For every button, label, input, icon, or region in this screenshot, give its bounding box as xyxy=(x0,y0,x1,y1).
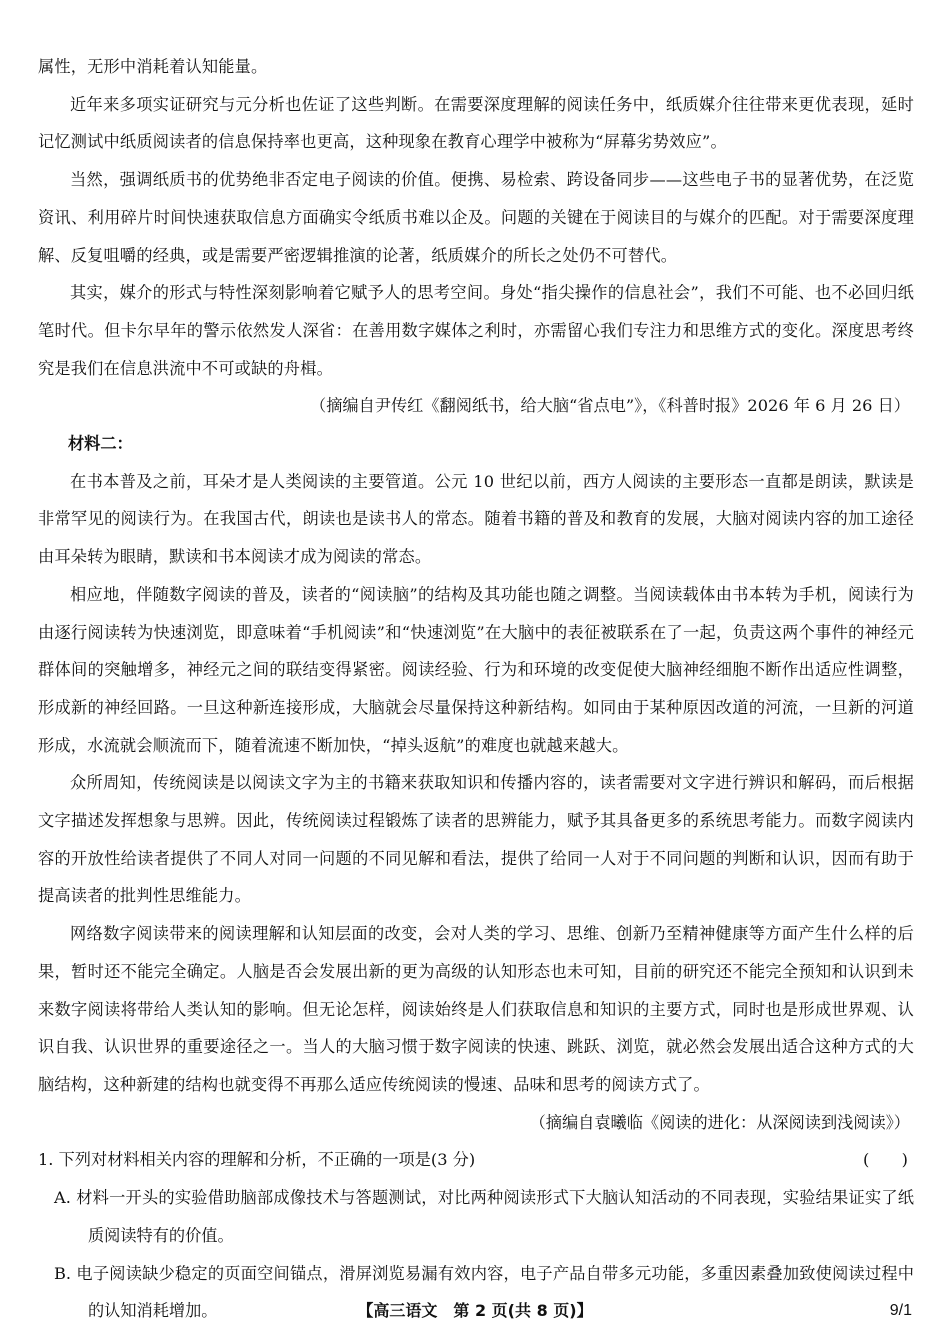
answer-blank: ( ) xyxy=(862,1150,908,1170)
material2-source: （摘编自袁曦临《阅读的进化：从深阅读到浅阅读》） xyxy=(529,1112,910,1132)
page-footer xyxy=(0,1296,950,1326)
material2-paragraph: 在书本普及之前，耳朵才是人类阅读的主要管道。公元 10 世纪以前，西方人阅读的主要形态一直都是朗读，默读是非常罕见的阅读行为。在我国古代，朗读也是读书人的常态。随着书籍的普及和教育的发展，大脑对阅读内容的加工途径由耳朵转为眼睛，默读和书本阅读才成为阅读的常态。 xyxy=(38,471,914,567)
question-1 xyxy=(38,1141,914,1179)
option-a: A. 材料一开头的实验借助脑部成像技术与答题测试，对比两种阅读形式下大脑认知活动的不同表现，实验结果证实了纸质阅读特有的价值。 xyxy=(54,1188,914,1245)
question-1-stem: 1. 下列对材料相关内容的理解和分析，不正确的一项是(3 分) xyxy=(38,1150,476,1170)
material1-source: （摘编自尹传红《翻阅纸书，给大脑“省点电”》，《科普时报》2026 年 6 月 26 日） xyxy=(310,396,910,416)
material2-heading: 材料二： xyxy=(68,434,133,454)
material2-paragraph: 网络数字阅读带来的阅读理解和认知层面的改变，会对人类的学习、思维、创新乃至精神健康等方面产生什么样的后果，暂时还不能完全确定。人脑是否会发展出新的更为高级的认知形态也未可知，目前的研究还不能完全预知和认识到未来数字阅读将带给人类认知的影响。但无论怎样，阅读始终是人们获取信息和知识的主要方式，同时也是形成世界观、认识自我、认识世界的重要途径之一。当人的大脑习惯于数字阅读的快速、跳跃、浏览，就必然会发展出适合这种方式的大脑结构，这种新建的结构也就变得不再那么适应传统阅读的慢速、品味和思考的阅读方式了。 xyxy=(38,924,914,1094)
material1-paragraph: 其实，媒介的形式与特性深刻影响着它赋予人的思考空间。身处“指尖操作的信息社会”，我们不可能、也不必回归纸笔时代。但卡尔早年的警示依然发人深省：在善用数字媒体之利时，亦需留心我们专注力和思维方式的变化。深度思考终究是我们在信息洪流中不可或缺的舟楫。 xyxy=(38,283,914,378)
footer-page-label: 【高三语文 第 2 页(共 8 页)】 xyxy=(357,1301,593,1320)
material1-paragraph: 属性，无形中消耗着认知能量。 xyxy=(38,57,268,76)
page-content xyxy=(38,48,914,1330)
option-b: B. 电子阅读缺少稳定的页面空间锚点，滑屏浏览易漏有效内容，电子产品自带多元功能，多重因素叠加致使阅读过程中的认知消耗增加。 xyxy=(54,1263,914,1321)
material2-paragraph: 众所周知，传统阅读是以阅读文字为主的书籍来获取知识和传播内容的，读者需要对文字进行辨识和解码，而后根据文字描述发挥想象与思辨。因此，传统阅读过程锻炼了读者的思辨能力，赋予其具备更多的系统思考能力。而数字阅读内容的开放性给读者提供了不同人对同一问题的不同见解和看法，提供了给同一人对于不同问题的判断和认识，因而有助于提高读者的批判性思维能力。 xyxy=(38,773,914,906)
material2-paragraph: 相应地，伴随数字阅读的普及，读者的“阅读脑”的结构及其功能也随之调整。当阅读载体由书本转为手机，阅读行为由逐行阅读转为快速浏览，即意味着“手机阅读”和“快速浏览”在大脑中的表征被联系在了一起，负责这两个事件的神经元群体间的突触增多，神经元之间的联结变得紧密。阅读经验、行为和环境的改变促使大脑神经细胞不断作出适应性调整，形成新的神经回路。一旦这种新连接形成，大脑就会尽量保持这种新结构。如同由于某种原因改道的河流，一旦新的河道形成，水流就会顺流而下，随着流速不断加快，“掉头返航”的难度也就越来越大。 xyxy=(38,584,914,755)
footer-code: 9/1 xyxy=(889,1302,912,1319)
material1-paragraph: 近年来多项实证研究与元分析也佐证了这些判断。在需要深度理解的阅读任务中，纸质媒介往往带来更优表现，延时记忆测试中纸质阅读者的信息保持率也更高，这种现象在教育心理学中被称为“屏幕劣势效应”。 xyxy=(38,94,914,152)
material1-paragraph: 当然，强调纸质书的优势绝非否定电子阅读的价值。便携、易检索、跨设备同步——这些电子书的显著优势，在泛览资讯、利用碎片时间快速获取信息方面确实令纸质书难以企及。问题的关键在于阅读目的与媒介的匹配。对于需要深度理解、反复咀嚼的经典，或是需要严密逻辑推演的论著，纸质媒介的所长之处仍不可替代。 xyxy=(38,170,914,265)
